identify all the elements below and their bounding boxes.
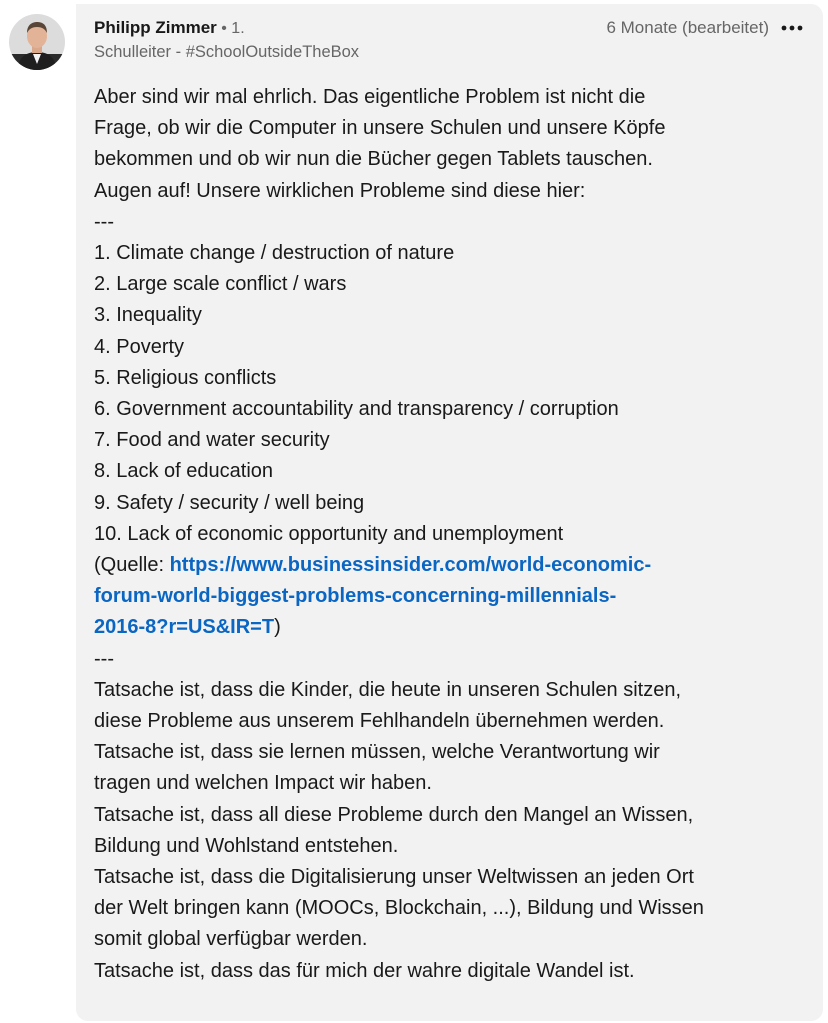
problem-item: 3. Inequality: [94, 304, 202, 327]
ellipsis-icon: [781, 25, 803, 31]
text-line: bekommen und ob wir nun die Bücher gegen Tablets tauschen.: [94, 148, 653, 171]
text-line: Tatsache ist, dass all diese Probleme durch den Mangel an Wissen,: [94, 803, 694, 826]
person-portrait-icon: [9, 14, 65, 70]
text-line: der Welt bringen kann (MOOCs, Blockchain, ...), Bildung und Wissen: [94, 897, 704, 920]
problem-item: 7. Food and water security: [94, 429, 330, 452]
text-line: diese Probleme aus unserem Fehlhandeln übernehmen werden.: [94, 710, 665, 733]
comment-meta: [606, 18, 805, 38]
text-line: Tatsache ist, dass das für mich der wahre digitale Wandel ist.: [94, 959, 635, 982]
source-line: [94, 612, 805, 643]
source-suffix: ): [274, 616, 281, 639]
text-line: Aber sind wir mal ehrlich. Das eigentliche Problem ist nicht die: [94, 86, 646, 108]
problem-item: 4. Poverty: [94, 335, 185, 358]
problem-item: 6. Government accountability and transparency / corruption: [94, 398, 619, 421]
source-prefix: (Quelle:: [94, 554, 170, 577]
problem-item: 8. Lack of education: [94, 460, 274, 483]
source-line: [94, 581, 805, 612]
more-options-button[interactable]: [779, 18, 805, 38]
comment-header: [94, 18, 805, 40]
text-line: Tatsache ist, dass die Kinder, die heute in unseren Schulen sitzen,: [94, 678, 682, 701]
text-line: somit global verfügbar werden.: [94, 928, 368, 951]
author-headline: Schulleiter - #SchoolOutsideTheBox: [94, 43, 360, 61]
comment-text: [94, 82, 805, 987]
text-line: Tatsache ist, dass die Digitalisierung unser Weltwissen an jeden Ort: [94, 866, 694, 889]
text-line: Bildung und Wohlstand entstehen.: [94, 834, 399, 857]
author-avatar[interactable]: [9, 14, 65, 70]
comment-bubble: [76, 4, 823, 1021]
problem-item: 10. Lack of economic opportunity and unemployment: [94, 522, 564, 545]
text-line: Frage, ob wir die Computer in unsere Schulen und unsere Köpfe: [94, 117, 666, 140]
problem-item: 9. Safety / security / well being: [94, 491, 365, 514]
comment-timestamp: 6 Monate (bearbeitet): [606, 18, 769, 37]
problem-item: 1. Climate change / destruction of nature: [94, 242, 455, 265]
text-line: Tatsache ist, dass sie lernen müssen, welche Verantwortung wir: [94, 741, 660, 764]
source-link[interactable]: https://www.businessinsider.com/world-economic-: [169, 554, 652, 577]
source-link[interactable]: 2016-8?r=US&IR=T: [94, 616, 275, 639]
separator-line: ---: [94, 647, 114, 670]
separator-line: ---: [94, 210, 114, 233]
text-line: tragen und welchen Impact wir haben.: [94, 772, 432, 795]
source-link[interactable]: forum-world-biggest-problems-concerning-millennials-: [94, 585, 617, 608]
source-line: [94, 550, 805, 581]
problem-item: 5. Religious conflicts: [94, 366, 277, 389]
author-name[interactable]: Philipp Zimmer: [94, 18, 217, 37]
connection-degree: • 1.: [221, 20, 245, 37]
problem-item: 2. Large scale conflict / wars: [94, 273, 347, 296]
text-line: Augen auf! Unsere wirklichen Probleme sind diese hier:: [94, 179, 586, 202]
